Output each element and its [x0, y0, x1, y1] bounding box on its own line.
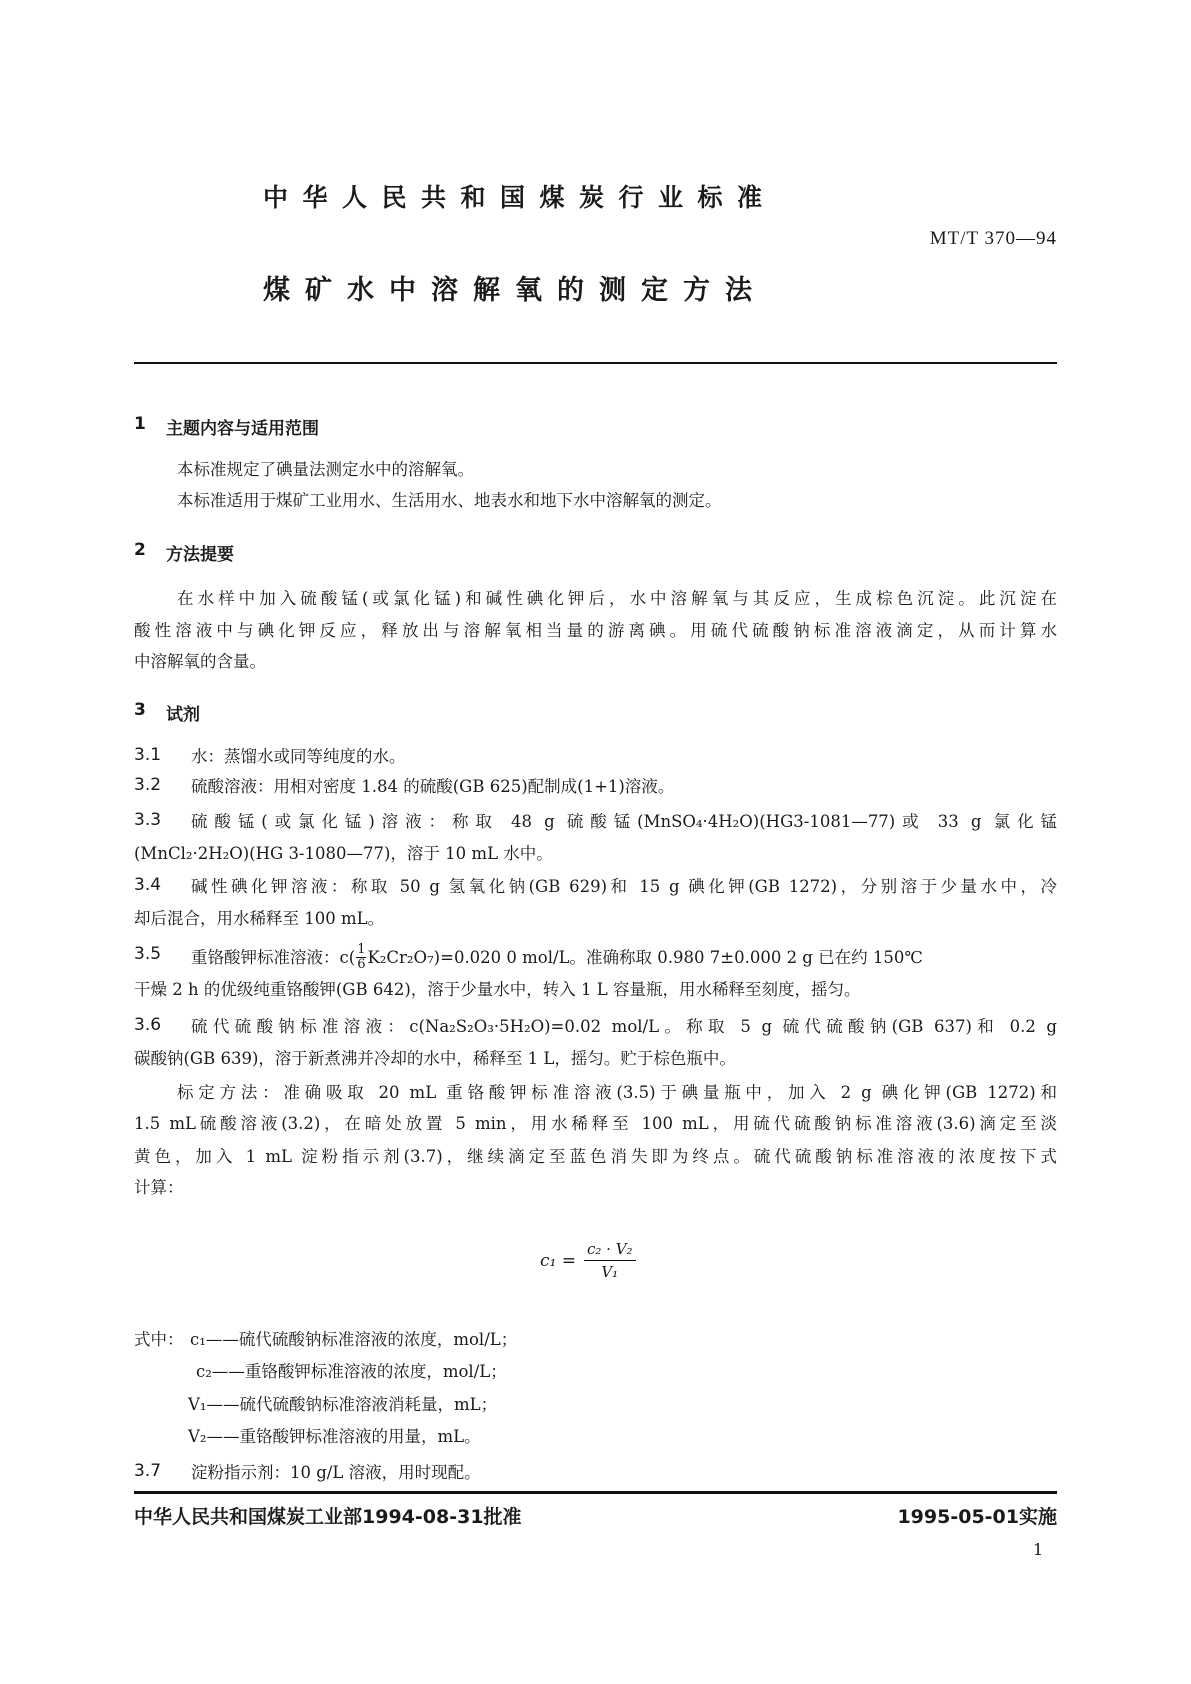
item-text: 硫酸锰(或氯化锰)溶液：称取 48 g 硫酸锰(MnSO₄·4H₂O)(HG3-1081—77)或 33 g 氯化锰 [191, 812, 1057, 831]
item-text: 却后混合，用水稀释至 100 mL。 [134, 909, 385, 928]
page-number: 1 [1033, 1540, 1044, 1559]
where-label: 式中： [134, 1330, 184, 1349]
formula-numerator: c₂ · V₂ [584, 1240, 636, 1261]
item-text [191, 943, 1057, 972]
fraction [356, 943, 366, 972]
item-number: 3.7 [134, 1461, 162, 1481]
section-2-number: 2 [134, 540, 146, 560]
paragraph-line: 黄色，加入 1 mL 淀粉指示剂(3.7)，继续滴定至蓝色消失即为终点。硫代硫酸钠标准溶液的浓度按下式 [134, 1147, 1057, 1166]
variable-definition: V₂——重铬酸钾标准溶液的用量，mL。 [188, 1427, 481, 1446]
formula-denominator: V₁ [601, 1263, 619, 1281]
paragraph-line: 在水样中加入硫酸锰(或氯化锰)和碱性碘化钾后，水中溶解氧与其反应，生成棕色沉淀。此沉淀在 [177, 589, 1057, 608]
paragraph-line: 本标准规定了碘量法测定水中的溶解氧。 [177, 460, 474, 479]
item-text: 碱性碘化钾溶液：称取 50 g 氢氧化钠(GB 629)和 15 g 碘化钾(GB 1272)，分别溶于少量水中，冷 [191, 877, 1057, 896]
standard-code: MT/T 370—94 [929, 228, 1057, 249]
section-3-title: 试剂 [166, 705, 200, 725]
item-text-prefix: 重铬酸钾标准溶液：c( [191, 947, 356, 967]
paragraph-line: 中溶解氧的含量。 [134, 652, 266, 671]
item-text-suffix: K₂Cr₂O₇)=0.020 0 mol/L。准确称取 0.980 7±0.000 2 g 已在约 150℃ [367, 947, 923, 967]
paragraph-line: 酸性溶液中与碘化钾反应，释放出与溶解氧相当量的游离碘。用硫代硫酸钠标准溶液滴定，从而计算水 [134, 621, 1057, 640]
item-number: 3.6 [134, 1015, 162, 1035]
item-text: 水：蒸馏水或同等纯度的水。 [191, 747, 406, 766]
item-text: 碳酸钠(GB 639)，溶于新煮沸并冷却的水中，稀释至 1 L，摇匀。贮于棕色瓶中。 [134, 1049, 736, 1068]
footer-rule [134, 1491, 1057, 1494]
item-number: 3.1 [134, 745, 162, 765]
paragraph-line: 标定方法：准确吸取 20 mL 重铬酸钾标准溶液(3.5)于碘量瓶中，加入 2 g 碘化钾(GB 1272)和 [177, 1083, 1057, 1102]
item-text: 硫酸溶液：用相对密度 1.84 的硫酸(GB 625)配制成(1+1)溶液。 [191, 777, 675, 796]
item-number: 3.5 [134, 944, 162, 964]
paragraph-line: 本标准适用于煤矿工业用水、生活用水、地表水和地下水中溶解氧的测定。 [177, 491, 722, 510]
paragraph-line: 计算： [134, 1178, 184, 1197]
section-2-title: 方法提要 [166, 545, 234, 565]
item-number: 3.3 [134, 810, 162, 830]
item-text: (MnCl₂·2H₂O)(HG 3-1080—77)，溶于 10 mL 水中。 [134, 844, 553, 863]
variable-definition: c₂——重铬酸钾标准溶液的浓度，mol/L； [196, 1362, 507, 1381]
fraction-denominator: 6 [357, 957, 366, 972]
item-text: 干燥 2 h 的优级纯重铬酸钾(GB 642)，溶于少量水中，转入 1 L 容量瓶，用水稀释至刻度，摇匀。 [134, 980, 861, 999]
effective-date: 1995-05-01实施 [897, 1506, 1057, 1528]
section-1-number: 1 [134, 414, 146, 434]
org-title: 中华人民共和国煤炭行业标准 [263, 183, 777, 212]
item-text: 淀粉指示剂：10 g/L 溶液，用时现配。 [191, 1463, 481, 1482]
document-title: 煤矿水中溶解氧的测定方法 [263, 275, 767, 306]
paragraph-line: 1.5 mL硫酸溶液(3.2)，在暗处放置 5 min，用水稀释至 100 mL，用硫代硫酸钠标准溶液(3.6)滴定至淡 [134, 1114, 1057, 1133]
header-rule [134, 362, 1057, 364]
variable-definition: V₁——硫代硫酸钠标准溶液消耗量，mL； [188, 1395, 498, 1414]
variable-definition: c₁——硫代硫酸钠标准溶液的浓度，mol/L； [190, 1330, 518, 1349]
fraction-numerator: 1 [357, 942, 366, 957]
item-text: 硫代硫酸钠标准溶液：c(Na₂S₂O₃·5H₂O)=0.02 mol/L。称取 5 g 硫代硫酸钠(GB 637)和 0.2 g [191, 1017, 1057, 1036]
formula-fraction [584, 1240, 636, 1281]
item-number: 3.4 [134, 875, 162, 895]
approval-date: 中华人民共和国煤炭工业部1994-08-31批准 [134, 1506, 522, 1528]
section-3-number: 3 [134, 700, 146, 720]
item-number: 3.2 [134, 775, 162, 795]
formula-lhs: c₁ = [540, 1250, 576, 1271]
section-1-title: 主题内容与适用范围 [166, 419, 319, 439]
concentration-formula [540, 1240, 636, 1281]
